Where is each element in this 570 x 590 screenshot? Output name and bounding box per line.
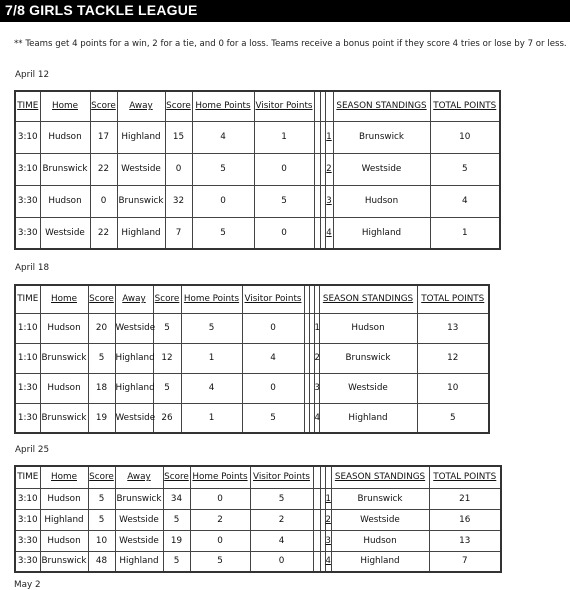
standing-points: 12: [417, 343, 489, 373]
game-time: 3:10: [15, 153, 40, 185]
away-team: Westside: [117, 153, 165, 185]
standing-points: 4: [430, 185, 500, 217]
standing-team: Brunswick: [333, 121, 430, 153]
table-row: [15, 488, 501, 509]
away-team: Brunswick: [117, 185, 165, 217]
standing-team: Highland: [333, 217, 430, 249]
table-row: [15, 153, 500, 185]
visitor-points: 2: [250, 509, 313, 530]
spacer-cell: [313, 509, 320, 530]
date-label-week-2: April 18: [15, 263, 50, 273]
home-score: 5: [88, 509, 115, 530]
standing-points: 16: [429, 509, 501, 530]
away-score: 12: [153, 343, 181, 373]
away-team: Brunswick: [115, 488, 163, 509]
standing-team: Brunswick: [319, 343, 417, 373]
spacer-cell: [313, 488, 320, 509]
date-label-week-1: April 12: [15, 70, 50, 80]
standing-rank: 4: [325, 551, 331, 572]
away-team: Highland: [117, 217, 165, 249]
away-team: Westside: [115, 403, 153, 433]
home-score: 0: [90, 185, 117, 217]
header-home-score: Score: [90, 91, 117, 121]
standing-team: Hudson: [331, 530, 429, 551]
game-time: 1:30: [15, 403, 40, 433]
visitor-points: 0: [242, 373, 304, 403]
away-team: Westside: [115, 509, 163, 530]
spacer-cell: [313, 551, 320, 572]
table-row: [15, 313, 489, 343]
standing-team: Highland: [331, 551, 429, 572]
header-home-score: Score: [88, 285, 115, 313]
standing-rank: 2: [325, 153, 333, 185]
page-title: 7/8 GIRLS TACKLE LEAGUE: [5, 2, 198, 18]
standing-rank: 2: [314, 343, 319, 373]
home-team: Hudson: [40, 530, 88, 551]
table-row: [15, 185, 500, 217]
home-team: Brunswick: [40, 403, 88, 433]
away-team: Westside: [115, 313, 153, 343]
game-time: 1:30: [15, 373, 40, 403]
header-total-points: TOTAL POINTS: [417, 285, 489, 313]
away-score: 26: [153, 403, 181, 433]
standing-points: 13: [429, 530, 501, 551]
away-team: Highland: [115, 343, 153, 373]
standing-rank: 3: [325, 530, 331, 551]
date-label-week-4: May 2: [14, 580, 41, 590]
home-team: Hudson: [40, 488, 88, 509]
game-time: 1:10: [15, 343, 40, 373]
table-row: [15, 551, 501, 572]
game-time: 1:10: [15, 313, 40, 343]
home-score: 5: [88, 343, 115, 373]
header-visitor-points: Visitor Points: [254, 91, 314, 121]
standing-points: 10: [430, 121, 500, 153]
home-points: 5: [192, 217, 254, 249]
table-header-row: [15, 91, 500, 121]
game-time: 3:10: [15, 488, 40, 509]
header-home-points: Home Points: [192, 91, 254, 121]
title-bar: [0, 0, 570, 22]
game-time: 3:30: [15, 551, 40, 572]
visitor-points: 5: [250, 488, 313, 509]
header-home-points: Home Points: [190, 466, 250, 488]
table-header-row: [15, 285, 489, 313]
spacer-cell: [325, 91, 333, 121]
header-away-score: Score: [165, 91, 192, 121]
standing-team: Brunswick: [331, 488, 429, 509]
table-row: [15, 343, 489, 373]
standing-rank: 4: [314, 403, 319, 433]
visitor-points: 5: [242, 403, 304, 433]
header-time: TIME: [15, 91, 40, 121]
home-points: 0: [190, 530, 250, 551]
away-score: 15: [165, 121, 192, 153]
away-score: 32: [165, 185, 192, 217]
home-points: 5: [190, 551, 250, 572]
home-score: 10: [88, 530, 115, 551]
standing-rank: 3: [325, 185, 333, 217]
away-team: Highland: [115, 373, 153, 403]
home-team: Hudson: [40, 121, 90, 153]
home-team: Westside: [40, 217, 90, 249]
results-table-week-1: [14, 90, 501, 250]
table-row: [15, 121, 500, 153]
header-home: Home: [40, 285, 88, 313]
away-score: 7: [165, 217, 192, 249]
home-score: 22: [90, 217, 117, 249]
home-points: 1: [181, 343, 242, 373]
standing-points: 13: [417, 313, 489, 343]
home-points: 5: [192, 153, 254, 185]
game-time: 3:30: [15, 185, 40, 217]
visitor-points: 4: [250, 530, 313, 551]
table-row: [15, 373, 489, 403]
standing-points: 7: [429, 551, 501, 572]
standing-rank: 1: [325, 488, 331, 509]
visitor-points: 1: [254, 121, 314, 153]
header-home: Home: [40, 466, 88, 488]
date-label-week-3: April 25: [15, 445, 50, 455]
standing-team: Westside: [331, 509, 429, 530]
table-header-row: [15, 466, 501, 488]
home-points: 1: [181, 403, 242, 433]
away-team: Highland: [117, 121, 165, 153]
home-points: 5: [181, 313, 242, 343]
game-time: 3:30: [15, 217, 40, 249]
home-points: 2: [190, 509, 250, 530]
scoring-note: ** Teams get 4 points for a win, 2 for a tie, and 0 for a loss. Teams receive a bonus point if they score 4 tries or lose by 7 or less.: [14, 39, 567, 49]
visitor-points: 0: [242, 313, 304, 343]
away-score: 5: [153, 313, 181, 343]
home-team: Hudson: [40, 373, 88, 403]
home-points: 0: [192, 185, 254, 217]
home-score: 5: [88, 488, 115, 509]
results-table-week-2: [14, 284, 490, 434]
header-away-score: Score: [163, 466, 190, 488]
spacer-cell: [313, 466, 320, 488]
home-score: 48: [88, 551, 115, 572]
standing-rank: 1: [325, 121, 333, 153]
home-team: Brunswick: [40, 551, 88, 572]
header-season-standings: SEASON STANDINGS: [331, 466, 429, 488]
home-team: Hudson: [40, 313, 88, 343]
home-score: 18: [88, 373, 115, 403]
home-score: 19: [88, 403, 115, 433]
header-time: TIME: [15, 285, 40, 313]
standing-team: Hudson: [333, 185, 430, 217]
game-time: 3:10: [15, 509, 40, 530]
spacer-cell: [313, 530, 320, 551]
home-team: Hudson: [40, 185, 90, 217]
home-points: 4: [181, 373, 242, 403]
standing-points: 1: [430, 217, 500, 249]
standing-rank: 4: [325, 217, 333, 249]
standing-team: Westside: [333, 153, 430, 185]
visitor-points: 5: [254, 185, 314, 217]
header-away: Away: [115, 466, 163, 488]
away-score: 5: [163, 551, 190, 572]
away-team: Highland: [115, 551, 163, 572]
standing-team: Westside: [319, 373, 417, 403]
standing-rank: 1: [314, 313, 319, 343]
home-score: 17: [90, 121, 117, 153]
header-visitor-points: Visitor Points: [242, 285, 304, 313]
away-score: 34: [163, 488, 190, 509]
header-home-score: Score: [88, 466, 115, 488]
header-home: Home: [40, 91, 90, 121]
header-visitor-points: Visitor Points: [250, 466, 313, 488]
home-score: 20: [88, 313, 115, 343]
header-total-points: TOTAL POINTS: [430, 91, 500, 121]
header-season-standings: SEASON STANDINGS: [319, 285, 417, 313]
standing-points: 5: [417, 403, 489, 433]
home-team: Brunswick: [40, 343, 88, 373]
game-time: 3:10: [15, 121, 40, 153]
away-score: 5: [163, 509, 190, 530]
home-team: Highland: [40, 509, 88, 530]
visitor-points: 0: [250, 551, 313, 572]
home-points: 0: [190, 488, 250, 509]
standing-points: 21: [429, 488, 501, 509]
away-score: 5: [153, 373, 181, 403]
standing-points: 10: [417, 373, 489, 403]
visitor-points: 4: [242, 343, 304, 373]
table-row: [15, 530, 501, 551]
away-score: 0: [165, 153, 192, 185]
table-row: [15, 217, 500, 249]
home-team: Brunswick: [40, 153, 90, 185]
header-total-points: TOTAL POINTS: [429, 466, 501, 488]
standing-team: Highland: [319, 403, 417, 433]
table-row: [15, 403, 489, 433]
results-table-week-3: [14, 465, 502, 573]
table-row: [15, 509, 501, 530]
standing-rank: 2: [325, 509, 331, 530]
header-away: Away: [117, 91, 165, 121]
game-time: 3:30: [15, 530, 40, 551]
header-away: Away: [115, 285, 153, 313]
visitor-points: 0: [254, 217, 314, 249]
away-score: 19: [163, 530, 190, 551]
home-points: 4: [192, 121, 254, 153]
header-season-standings: SEASON STANDINGS: [333, 91, 430, 121]
visitor-points: 0: [254, 153, 314, 185]
away-team: Westside: [115, 530, 163, 551]
header-away-score: Score: [153, 285, 181, 313]
standing-points: 5: [430, 153, 500, 185]
standing-team: Hudson: [319, 313, 417, 343]
header-home-points: Home Points: [181, 285, 242, 313]
home-score: 22: [90, 153, 117, 185]
standing-rank: 3: [314, 373, 319, 403]
header-time: TIME: [15, 466, 40, 488]
